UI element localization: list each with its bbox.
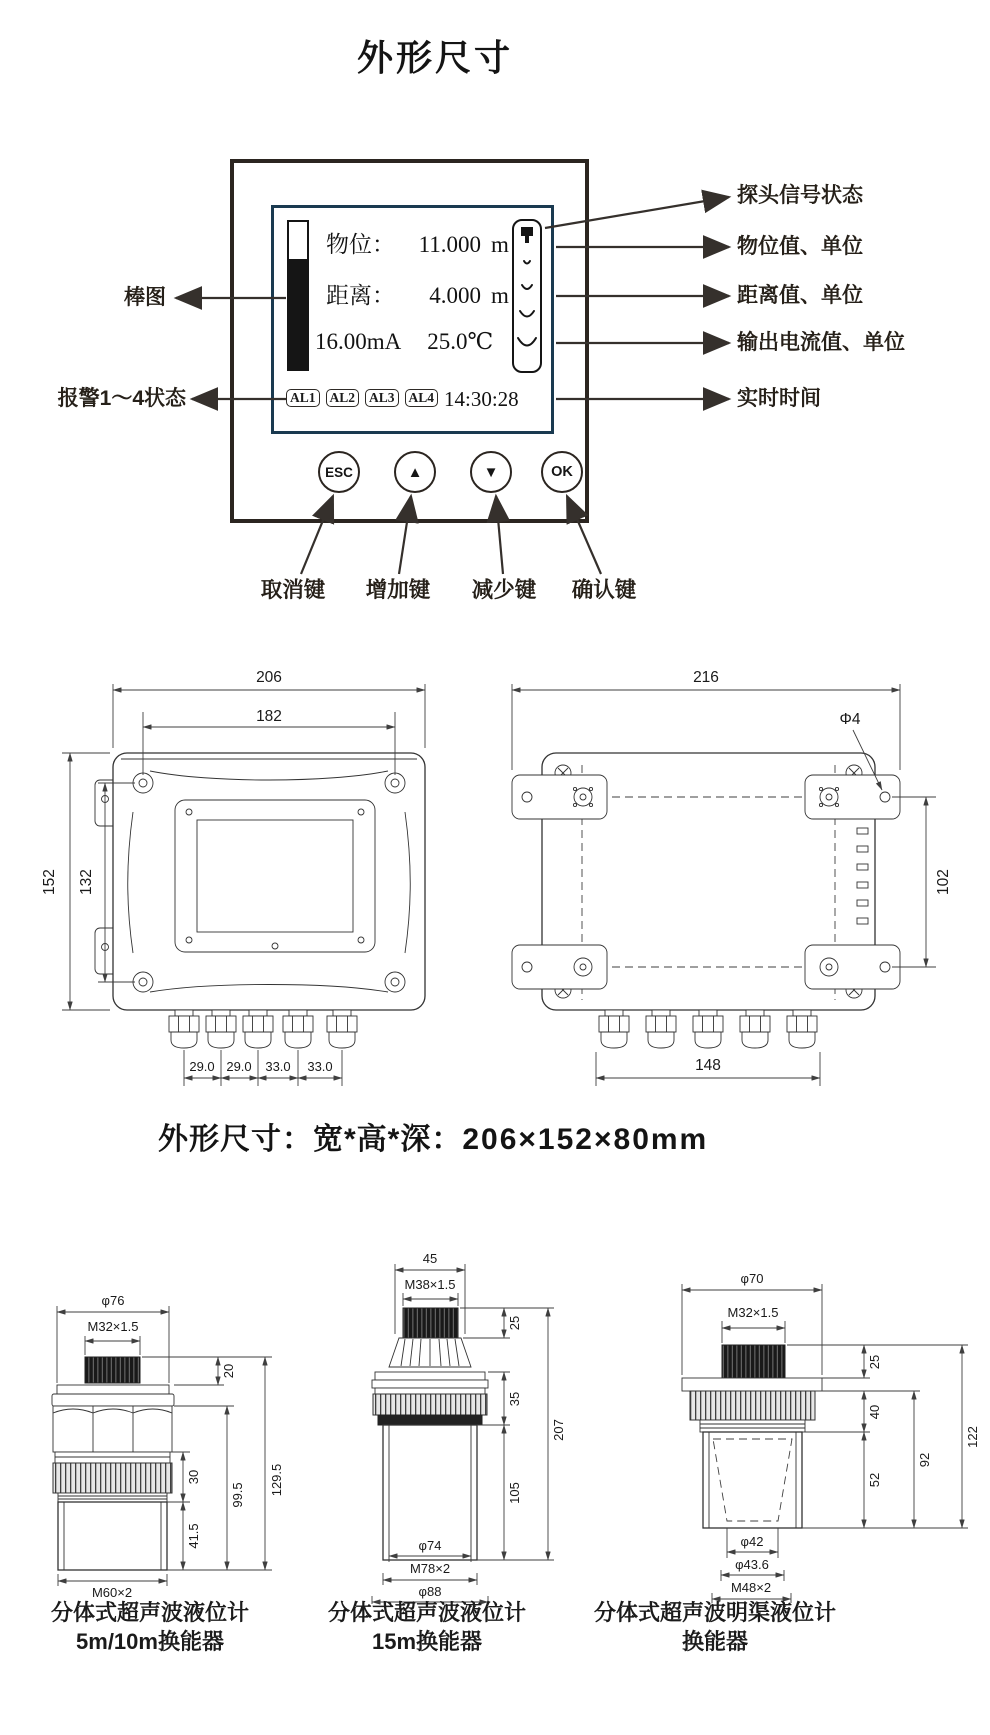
callout-confirm-key: 确认键 [571,578,637,602]
temperature-value: 25.0℃ [427,329,494,354]
realtime-clock: 14:30:28 [444,387,519,411]
t3-dim-connector-h: 25 [867,1354,882,1370]
callout-distance-value: 距离值、单位 [737,284,863,307]
level-value: 11.000 [418,232,481,257]
transducer3-caption-line2: 换能器 [681,1629,748,1654]
distance-value: 4.000 [429,283,481,308]
callout-level-value: 物位值、单位 [737,235,863,258]
level-unit: m [491,232,509,257]
t1-dim-tip-h: 41.5 [186,1523,201,1549]
dim-hole-dia: Φ4 [839,711,861,728]
transducer1-body [52,1357,174,1570]
front-view-drawing [35,612,470,1107]
t2-dim-body-h: 105 [507,1482,522,1504]
transducer2-caption-line1: 分体式超声波液位计 [327,1600,526,1625]
dim-front-inner-width: 182 [256,708,282,725]
transducer1-caption-line2: 5m/10m换能器 [76,1629,224,1654]
dim-gland-pitch-3: 33.0 [265,1059,291,1074]
t2-dim-ring-h: 35 [507,1391,522,1407]
alarm1-badge: AL1 [286,389,320,407]
alarm2-badge: AL2 [326,389,360,407]
alarm3-badge: AL3 [365,389,399,407]
dim-gland-pitch-1: 29.0 [189,1059,215,1074]
level-bargraph [287,220,309,371]
transducer3-caption [570,1598,860,1656]
signal-waves-icon [514,221,540,369]
page-title: 外形尺寸 [356,37,513,78]
dim-gland-pitch-2: 29.0 [226,1059,252,1074]
level-readout [326,226,509,259]
dim-front-height: 152 [41,869,58,895]
callout-realtime: 实时时间 [737,387,821,410]
t2-dim-thread-bottom: M78×2 [409,1561,451,1576]
dim-front-width: 206 [256,669,282,686]
transducer1-drawing [28,1248,298,1600]
transducer1-caption [30,1598,270,1656]
t1-dim-thread-top: M32×1.5 [87,1319,139,1334]
t1-dim-body-h: 99.5 [230,1482,245,1508]
distance-label: 距离： [326,283,395,308]
t3-dim-horn-h: 52 [867,1472,882,1488]
callout-bargraph: 棒图 [124,286,166,309]
t1-dim-ring-h: 30 [186,1469,201,1485]
alarm-status-row [286,389,438,407]
transducer1-caption-line1: 分体式超声波液位计 [50,1600,249,1625]
level-bargraph-fill [289,259,307,369]
outline-dimension-label: 外形尺寸：宽*高*深： [158,1123,463,1156]
t3-dim-ring-h: 40 [867,1404,882,1420]
esc-button[interactable]: ESC [318,451,360,493]
t1-dim-total-h: 129.5 [269,1463,284,1497]
probe-signal-indicator [512,219,542,373]
t1-dim-connector-h: 20 [221,1363,236,1379]
callout-increase-key: 增加键 [365,578,431,602]
dim-front-inner-height: 132 [78,869,95,895]
front-view-body [95,753,425,1048]
callout-probe-signal: 探头信号状态 [737,184,863,207]
transducer2-drawing [320,1240,590,1604]
callout-decrease-key: 减少键 [471,578,537,602]
level-label: 物位： [326,232,395,257]
dim-bracket-span: 102 [935,869,952,895]
t3-dim-total-h: 122 [965,1426,980,1448]
transducer3-body [682,1345,822,1528]
back-view-drawing [460,612,985,1107]
transducer3-caption-line1: 分体式超声波明渠液位计 [593,1600,836,1625]
t2-dim-thread-top: M38×1.5 [404,1277,456,1292]
transducer3-drawing [596,1240,990,1604]
callout-output-current: 输出电流值、单位 [737,331,905,354]
t2-dim-connector-h: 25 [507,1315,522,1331]
t3-dim-thread-top: M32×1.5 [727,1305,779,1320]
t3-dim-body-h: 92 [917,1452,932,1468]
ok-button[interactable]: OK [541,451,583,493]
dim-gland-span: 148 [695,1057,721,1074]
distance-unit: m [491,283,509,308]
t3-dim-dia: φ70 [740,1271,764,1286]
increase-button[interactable]: ▲ [394,451,436,493]
t3-dim-thread-bottom: M48×2 [730,1580,772,1595]
alarm4-badge: AL4 [405,389,439,407]
outline-dimension-value: 206×152×80mm [462,1123,709,1156]
transducer2-caption-line2: 15m换能器 [371,1629,483,1654]
t1-dim-dia: φ76 [101,1293,125,1308]
t1-dim-thread-bottom: M60×2 [91,1585,133,1600]
dim-gland-pitch-4: 33.0 [307,1059,333,1074]
transducer2-caption [312,1598,542,1656]
back-view-body [512,753,900,1048]
current-temp-readout [315,329,493,355]
t2-dim-dia-inner: φ74 [418,1538,442,1553]
t2-dim-total-h: 207 [551,1419,566,1441]
transducer2-body [372,1308,488,1560]
t2-dim-dia-outer: φ88 [418,1584,442,1599]
distance-readout [326,277,509,310]
decrease-button[interactable]: ▼ [470,451,512,493]
outline-dimension-text [158,1114,708,1158]
callout-cancel-key: 取消键 [260,578,326,602]
output-current-value: 16.00mA [315,329,402,354]
t3-dim-dia-mid: φ43.6 [735,1557,769,1572]
dim-back-width: 216 [693,669,719,686]
t2-dim-top-w: 45 [422,1251,438,1266]
callout-alarm-status: 报警1～4状态 [57,387,186,410]
t3-dim-dia-horn: φ42 [740,1534,764,1549]
